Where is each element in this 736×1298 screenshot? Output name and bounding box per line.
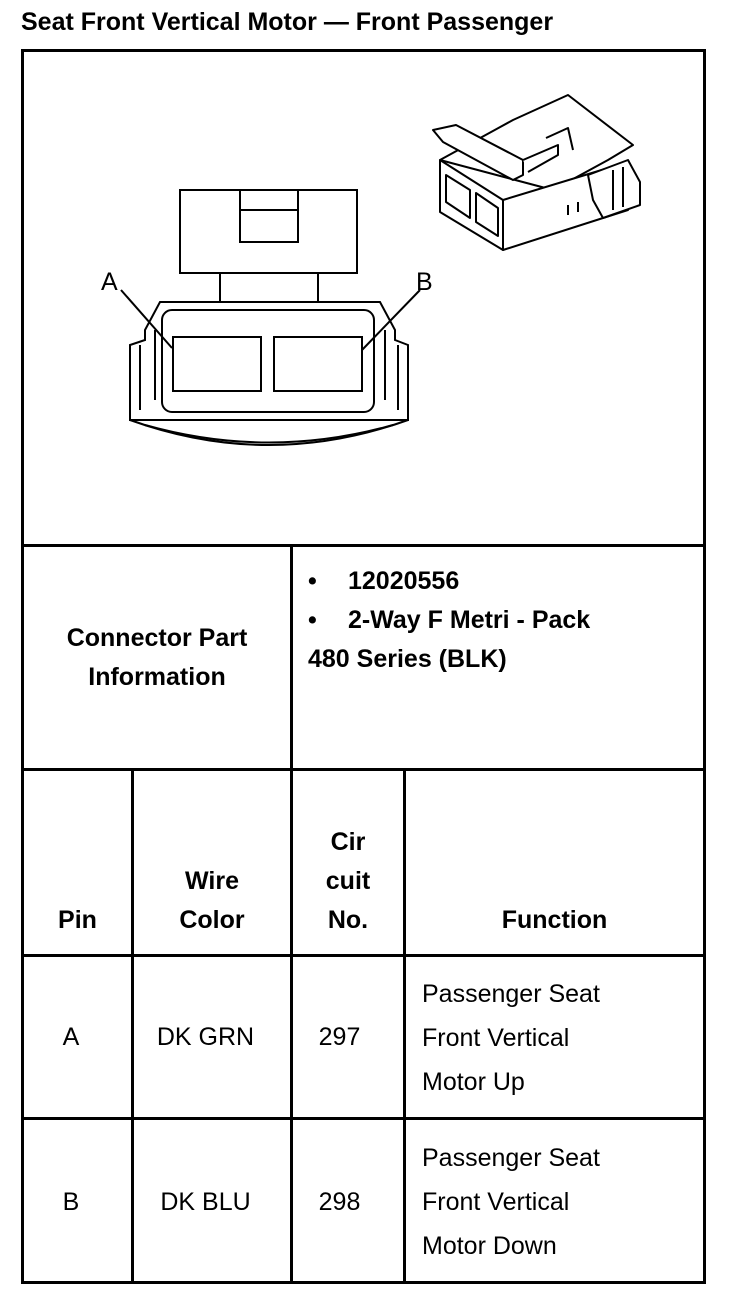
pin-b-label: B bbox=[416, 268, 433, 296]
function-line: Passenger Seat bbox=[422, 980, 600, 1008]
connector-description: 2-Way F Metri - Pack bbox=[348, 606, 591, 634]
header-function-text: Function bbox=[501, 906, 608, 934]
cell-circuit bbox=[293, 1120, 386, 1284]
cell-function bbox=[422, 972, 702, 1104]
divider bbox=[21, 544, 706, 547]
cell-pin bbox=[24, 1120, 118, 1284]
bullet-icon: • bbox=[308, 606, 317, 634]
connector-info-label-text: Connector Part Information bbox=[66, 624, 248, 691]
function-line: Motor Up bbox=[422, 1068, 525, 1096]
connector-info-list bbox=[308, 562, 703, 679]
cell-pin bbox=[24, 957, 118, 1117]
connector-isometric-diagram bbox=[428, 90, 658, 260]
page-title: Seat Front Vertical Motor — Front Passenger bbox=[21, 8, 554, 36]
connector-series: 480 Series (BLK) bbox=[308, 645, 507, 673]
list-item bbox=[308, 601, 703, 640]
header-circuit bbox=[293, 772, 403, 954]
header-circuit-line: No. bbox=[327, 906, 369, 934]
connector-info-label bbox=[24, 548, 290, 768]
circuit-value: 297 bbox=[318, 1022, 361, 1051]
header-wire-color bbox=[134, 772, 290, 954]
function-line: Front Vertical bbox=[422, 1188, 570, 1216]
pin-value: B bbox=[62, 1187, 80, 1216]
list-item-continuation bbox=[308, 640, 703, 679]
function-line: Passenger Seat bbox=[422, 1144, 600, 1172]
function-line: Front Vertical bbox=[422, 1024, 570, 1052]
pin-a-label: A bbox=[101, 268, 118, 296]
cell-wire-color bbox=[134, 957, 277, 1117]
bullet-icon: • bbox=[308, 567, 317, 595]
wire-color-value: DK GRN bbox=[156, 1022, 255, 1051]
function-line: Motor Down bbox=[422, 1232, 557, 1260]
divider bbox=[21, 768, 706, 771]
circuit-value: 298 bbox=[318, 1187, 361, 1216]
cell-function bbox=[422, 1136, 702, 1268]
cell-circuit bbox=[293, 957, 386, 1117]
list-item bbox=[308, 562, 703, 601]
header-pin bbox=[24, 772, 131, 954]
connector-face-diagram bbox=[0, 0, 736, 540]
wire-color-value: DK BLU bbox=[160, 1187, 251, 1216]
header-pin-text: Pin bbox=[58, 906, 97, 934]
part-number: 12020556 bbox=[348, 567, 460, 595]
header-function bbox=[406, 772, 703, 954]
header-circuit-line: cuit bbox=[325, 867, 371, 895]
cell-wire-color bbox=[134, 1120, 277, 1284]
header-circuit-line: Cir bbox=[330, 828, 366, 856]
header-wire-color-text: Wire Color bbox=[179, 867, 245, 934]
pin-value: A bbox=[62, 1022, 80, 1051]
